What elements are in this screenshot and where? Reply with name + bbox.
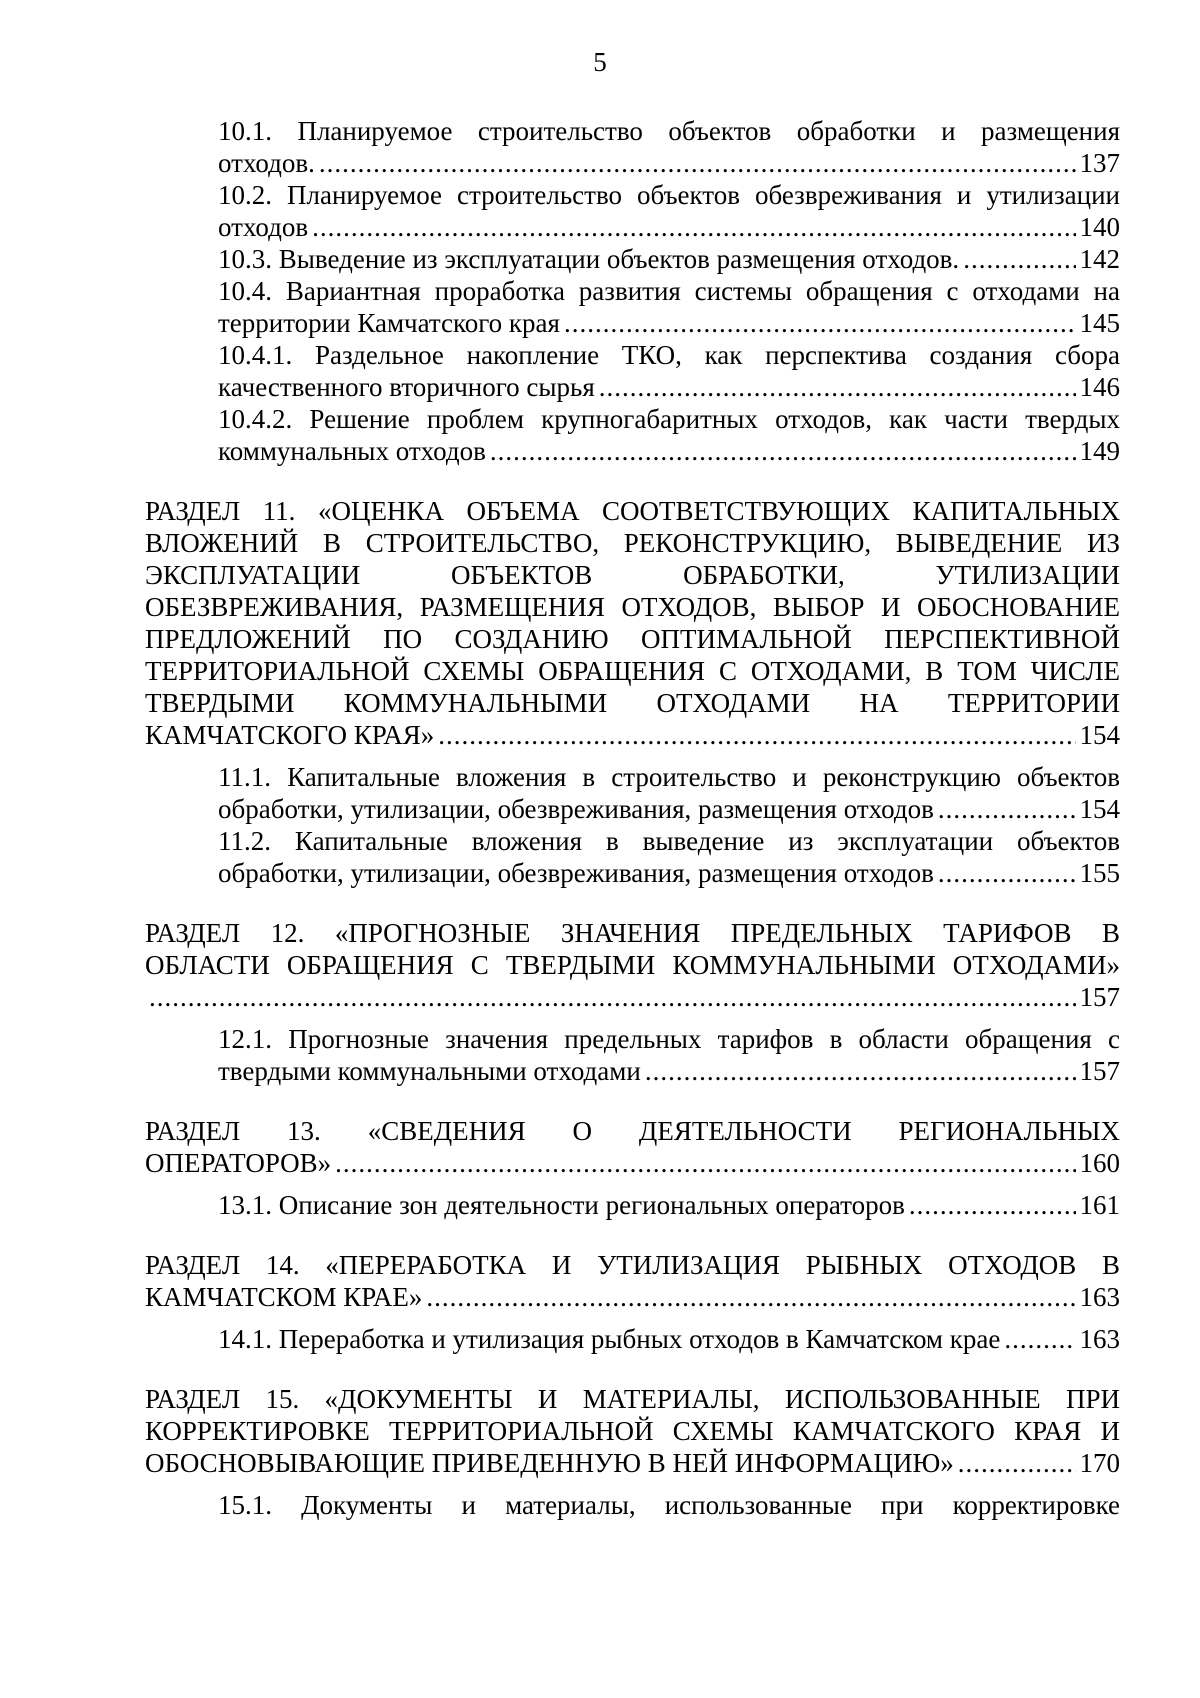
toc-entry-text-line: 13.1. Описание зон деятельности региональных операторов [218,1190,905,1220]
toc-entry-last-line [218,1189,1120,1221]
toc-subsection-entry[interactable] [218,1489,1120,1521]
toc-entry-text-line: 10.4.2. Решение проблем крупногабаритных отходов, как части твердых [218,404,1120,434]
toc-entry-text-line: ЭКСПЛУАТАЦИИ ОБЪЕКТОВ ОБРАБОТКИ, УТИЛИЗАЦИИ [145,560,1120,590]
toc-subsection-entry[interactable] [218,403,1120,467]
dot-leader [438,719,1075,751]
toc-subsection-entry[interactable] [218,1323,1120,1355]
dot-leader [490,435,1076,467]
toc-entry-text-line: 14.1. Переработка и утилизация рыбных отходов в Камчатском крае [218,1324,1001,1354]
toc-entry-last-line [218,793,1120,825]
toc-page-number: 154 [1079,720,1120,750]
toc-section-entry[interactable] [145,1383,1120,1479]
toc-entry-text-line: КАМЧАТСКОГО КРАЯ» [145,720,435,750]
toc-entry-last-line [145,981,1120,1013]
toc-entry-text-line: РАЗДЕЛ 15. «ДОКУМЕНТЫ И МАТЕРИАЛЫ, ИСПОЛЬЗОВАННЫЕ ПРИ [145,1384,1120,1414]
toc-section-entry[interactable] [145,917,1120,1013]
dot-leader [335,1147,1075,1179]
dot-leader [564,307,1076,339]
toc-entry-last-line [145,1447,1120,1479]
toc-entry-last-line [218,211,1120,243]
toc-section-entry[interactable] [145,495,1120,751]
toc-entry-text-line: отходов [218,212,309,242]
toc-entry-text-line: 10.4. Вариантная проработка развития системы обращения с отходами на [218,276,1120,306]
page-number: 5 [593,47,607,77]
toc-entry-last-line [218,147,1120,179]
dot-leader [426,1281,1075,1313]
toc-subsection-entry[interactable] [218,179,1120,243]
toc-page-number: 163 [1079,1282,1120,1312]
toc-entry-text-line: твердыми коммунальными отходами [218,1056,641,1086]
toc-section-entry[interactable] [145,1249,1120,1313]
toc-entry-last-line [218,1055,1120,1087]
toc-page-number: 163 [1079,1324,1120,1354]
toc-entry-text-line: ОБЛАСТИ ОБРАЩЕНИЯ С ТВЕРДЫМИ КОММУНАЛЬНЫМИ ОТХОДАМИ» [145,950,1120,980]
toc-entry-text-line: обработки, утилизации, обезвреживания, размещения отходов [218,858,934,888]
toc-entry-last-line [145,1147,1120,1179]
toc-subsection-entry[interactable] [218,1189,1120,1221]
toc-subsection-entry[interactable] [218,275,1120,339]
toc-page-number: 157 [1079,1056,1120,1086]
toc-entry-last-line [218,243,1120,275]
toc-entry-last-line [218,435,1120,467]
toc-entry-last-line [218,857,1120,889]
dot-leader [938,793,1076,825]
toc-entry-text-line: ТЕРРИТОРИАЛЬНОЙ СХЕМЫ ОБРАЩЕНИЯ С ОТХОДАМИ, В ТОМ ЧИСЛЕ [145,656,1120,686]
dot-leader [938,857,1076,889]
toc-entry-text-line: 15.1. Документы и материалы, использованные при корректировке [218,1490,1120,1520]
toc-subsection-entry[interactable] [218,243,1120,275]
toc-entry-last-line [218,307,1120,339]
toc-page-number: 154 [1079,794,1120,824]
dot-leader [599,371,1076,403]
dot-leader [149,981,1076,1013]
toc-subsection-entry[interactable] [218,115,1120,179]
toc-entry-text-line: РАЗДЕЛ 12. «ПРОГНОЗНЫЕ ЗНАЧЕНИЯ ПРЕДЕЛЬНЫХ ТАРИФОВ В [145,918,1120,948]
toc-page-number: 149 [1079,436,1120,466]
toc-entry-text-line: 10.2. Планируемое строительство объектов обезвреживания и утилизации [218,180,1120,210]
toc-entry-text-line: 10.3. Выведение из эксплуатации объектов размещения отходов. [218,244,960,274]
toc-subsection-entry[interactable] [218,761,1120,825]
toc-page-number: 142 [1079,244,1120,274]
toc-entry-text-line: обработки, утилизации, обезвреживания, размещения отходов [218,794,934,824]
toc-entry-text-line: ПРЕДЛОЖЕНИЙ ПО СОЗДАНИЮ ОПТИМАЛЬНОЙ ПЕРСПЕКТИВНОЙ [145,624,1120,654]
toc-page-number: 160 [1079,1148,1120,1178]
toc-entry-text-line: РАЗДЕЛ 14. «ПЕРЕРАБОТКА И УТИЛИЗАЦИЯ РЫБНЫХ ОТХОДОВ В [145,1250,1120,1280]
toc-entry-last-line [218,1323,1120,1355]
toc-page-number: 161 [1079,1190,1120,1220]
toc-entry-text-line: коммунальных отходов [218,436,486,466]
toc-entry-text-line: 12.1. Прогнозные значения предельных тарифов в области обращения с [218,1024,1120,1054]
dot-leader [1004,1323,1075,1355]
table-of-contents [145,115,1120,1521]
dot-leader [909,1189,1076,1221]
toc-entry-text-line: ОБОСНОВЫВАЮЩИЕ ПРИВЕДЕННУЮ В НЕЙ ИНФОРМАЦИЮ» [145,1448,954,1478]
dot-leader [645,1055,1076,1087]
toc-subsection-entry[interactable] [218,339,1120,403]
toc-page-number: 146 [1079,372,1120,402]
toc-entry-text-line: КАМЧАТСКОМ КРАЕ» [145,1282,423,1312]
toc-entry-text-line: РАЗДЕЛ 13. «СВЕДЕНИЯ О ДЕЯТЕЛЬНОСТИ РЕГИОНАЛЬНЫХ [145,1116,1120,1146]
toc-entry-text-line: территории Камчатского края [218,308,560,338]
toc-entry-text-line: 11.1. Капитальные вложения в строительство и реконструкцию объектов [218,762,1120,792]
toc-entry-text-line: ВЛОЖЕНИЙ В СТРОИТЕЛЬСТВО, РЕКОНСТРУКЦИЮ, ВЫВЕДЕНИЕ ИЗ [145,528,1120,558]
toc-entry-last-line [145,719,1120,751]
toc-subsection-entry[interactable] [218,825,1120,889]
toc-entry-last-line [218,371,1120,403]
toc-page-number: 137 [1079,148,1120,178]
dot-leader [963,243,1075,275]
toc-entry-text-line: ОБЕЗВРЕЖИВАНИЯ, РАЗМЕЩЕНИЯ ОТХОДОВ, ВЫБОР И ОБОСНОВАНИЕ [145,592,1120,622]
toc-page-number: 140 [1079,212,1120,242]
toc-entry-text-line: отходов. [218,148,315,178]
toc-section-entry[interactable] [145,1115,1120,1179]
toc-page-number: 145 [1079,308,1120,338]
toc-entry-text-line: ТВЕРДЫМИ КОММУНАЛЬНЫМИ ОТХОДАМИ НА ТЕРРИТОРИИ [145,688,1120,718]
toc-entry-text-line: РАЗДЕЛ 11. «ОЦЕНКА ОБЪЕМА СООТВЕТСТВУЮЩИХ КАПИТАЛЬНЫХ [145,496,1120,526]
dot-leader [319,147,1076,179]
toc-page-number: 155 [1079,858,1120,888]
dot-leader [958,1447,1076,1479]
toc-entry-last-line [145,1281,1120,1313]
toc-entry-text-line: 10.4.1. Раздельное накопление ТКО, как перспектива создания сбора [218,340,1120,370]
toc-entry-text-line: ОПЕРАТОРОВ» [145,1148,332,1178]
toc-entry-text-line: КОРРЕКТИРОВКЕ ТЕРРИТОРИАЛЬНОЙ СХЕМЫ КАМЧАТСКОГО КРАЯ И [145,1416,1120,1446]
toc-entry-text-line: 11.2. Капитальные вложения в выведение из эксплуатации объектов [218,826,1120,856]
toc-page-number: 157 [1079,982,1120,1012]
toc-page-number: 170 [1079,1448,1120,1478]
dot-leader [312,211,1075,243]
toc-subsection-entry[interactable] [218,1023,1120,1087]
toc-entry-text-line: качественного вторичного сырья [218,372,595,402]
toc-entry-text-line: 10.1. Планируемое строительство объектов обработки и размещения [218,116,1120,146]
